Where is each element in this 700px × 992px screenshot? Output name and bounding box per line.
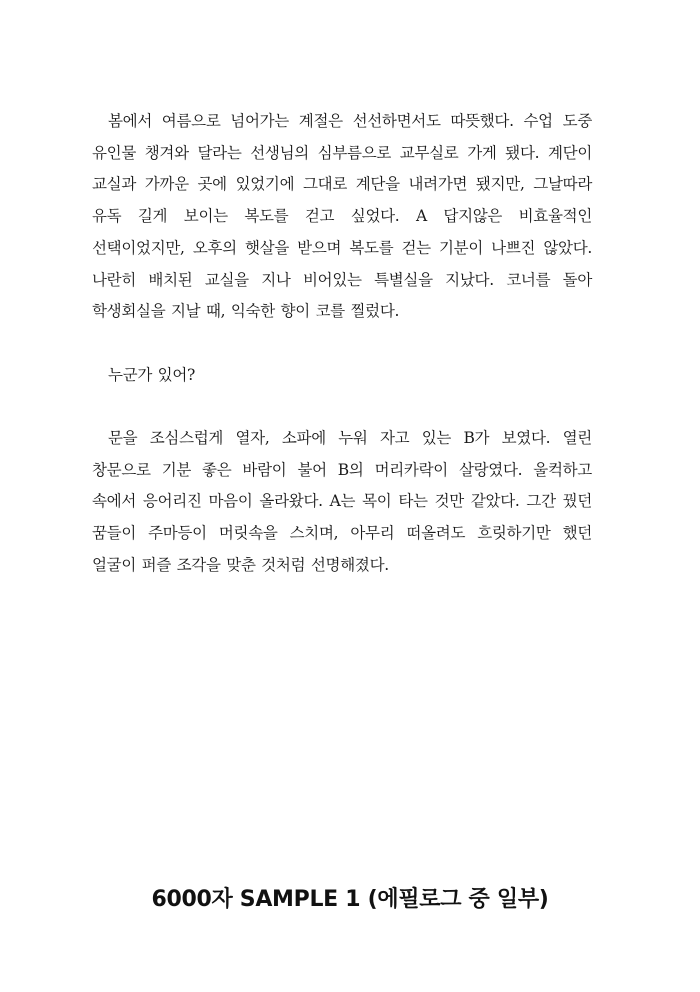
- story-body: [92, 106, 592, 582]
- paragraph-student-council-room: 문을 조심스럽게 열자, 소파에 누워 자고 있는 B가 보였다. 열린 창문으로 기분 좋은 바람이 불어 B의 머리카락이 살랑였다. 울컥하고 속에서 응어리진 마음이 올라왔다. A는 목이 타는 것만 같았다. 그간 꿨던 꿈들이 주마등이 머릿속을 스치며, 아무리 떠올려도 흐릿하기만 했던 얼굴이 퍼즐 조각을 맞춘 것처럼 선명해졌다.: [92, 429, 592, 574]
- paragraph-dialogue: 누군가 있어?: [108, 365, 196, 384]
- sample-caption: 6000자 SAMPLE 1 (에필로그 중 일부): [151, 887, 549, 912]
- paragraph-hallway: 봄에서 여름으로 넘어가는 계절은 선선하면서도 따뜻했다. 수업 도중 유인물 챙겨와 달라는 선생님의 심부름으로 교무실로 가게 됐다. 계단이 교실과 가까운 곳에 있었기에 그대로 계단을 내려가면 됐지만, 그날따라 유독 길게 보이는 복도를 걷고 싶었다. A 답지않은 비효율적인 선택이었지만, 오후의 햇살을 받으며 복도를 걷는 기분이 나쁘진 않았다. 나란히 배치된 교실을 지나 비어있는 특별실을 지났다. 코너를 돌아 학생회실을 지날 때, 익숙한 향이 코를 찔렀다.: [92, 112, 592, 321]
